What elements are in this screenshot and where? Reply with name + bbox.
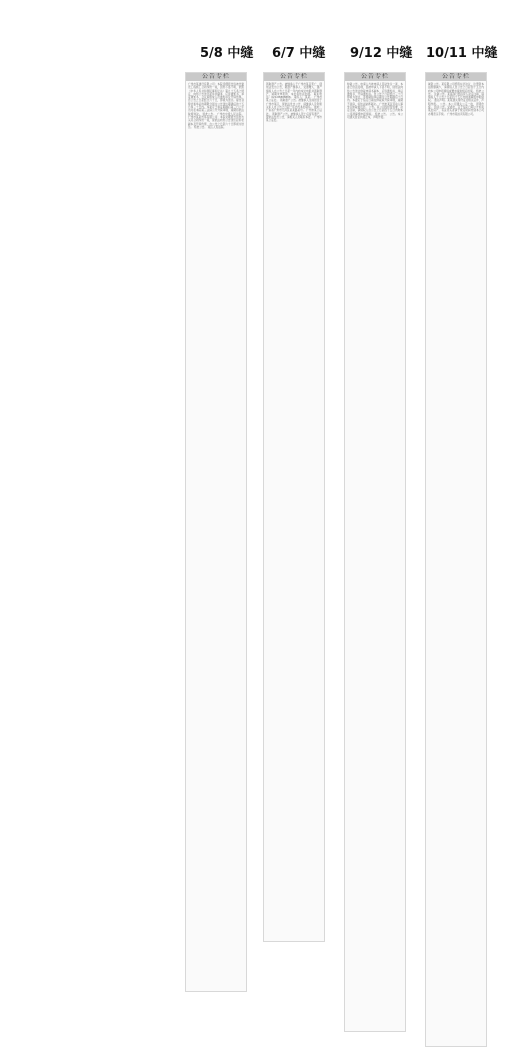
column-header: 公告专栏: [186, 73, 246, 81]
column-text: 减资公告。某有限公司经股东会决议，注册资本由原额减少，请债权人自公告之日起四十五日内向本公司申报债权或要求提供相应担保。 特此公告。 注销公告。某某商行经投资人决定注销，请债权人于公告之日起四十五日内向清算组申报债权。 遗失声明。某某遗失身份证及相关证件，声明作废。 公告。本公司遗失公章一枚，声明作废。 拍卖公告。受委托，定于指定日期公开拍卖某处房产，有意竞买者请于规定时间内到本公司办理竞买手续。 广州市某拍卖有限公司。: [428, 83, 484, 116]
newspaper-column-2: [263, 72, 325, 942]
column-text: 仲裁公告。申请人与被申请人劳动争议一案，本委已依法受理，因被申请人下落不明，现依法向你公告送达仲裁申请书副本、应诉通知书、举证通知书、开庭通知书。自公告之日起经过三十日即视为送达，答辩期和举证期为公告期满后十日内。本委定于指定日期在仲裁庭开庭审理，逾期不到庭，将依法缺席裁决。 广州市某区劳动人事争议仲裁委员会。 公告。某公司因经营需要，决定注销，请债权人自公告之日起四十五日内向本公司清算组申报债权。 特此公告。 公告。本公司遗失营业执照正本，声明作废。: [347, 83, 403, 119]
newspaper-column-4: [425, 72, 487, 1047]
column-text: 领取遗产公告。被继承人于广州市某区死亡，现依法发出公告，限遗产继承人、受遗赠人、遗产债权人自公告之日起一年内向本处申报并领取遗产，逾期未申报的，本处将依法处理。 联系电话：020-88888888。 联系人：某某。 广州市某公证处。 领取遗产公告。被继承人生前居住于广州市某区，现依法发出公告，请继承人及利害关系人自公告之日起一年内与本处联系。 地址：广东省广州市天河区某某路某号。 广州市某公证处。 领取遗产公告。被继承人死亡后留有遗产，现依法发出公告，请相关人员联系本处。 广州市某公证处。: [266, 83, 322, 123]
newspaper-column-1: [185, 72, 247, 992]
date-label-col1: 5/8 中缝: [200, 46, 254, 61]
date-label-col3: 9/12 中缝: [350, 46, 413, 61]
column-header: 公告专栏: [345, 73, 405, 81]
column-text: 广州市某建设有限公司：本院受理原告诉被告建设工程施工合同纠纷一案，因你下落不明，依照《中华人民共和国民事诉讼法》第九十五条之规定，向你公告送达起诉状副本、应诉通知书、举证通知书、合议庭组成人员通知书及开庭传票。自公告之日起经过六十日，即视为送达。提出答辩状和举证的期限分别为公告送达期满后的十五日和三十日内。本案定于举证期满后第三日上午九时在本院第三法庭公开开庭审理，逾期将依法缺席判决。 特此公告。 广州市中级人民法院。 广州市某某贸易有限公司：本院受理原告诉你方买卖合同纠纷一案，现依法向你公告送达起诉状副本及开庭传票，自公告之日起六十日即视为送达。 特此公告。 某区人民法院。: [188, 83, 244, 129]
column-header: 公告专栏: [264, 73, 324, 81]
date-label-col4: 10/11 中缝: [426, 46, 498, 61]
newspaper-column-3: [344, 72, 406, 1032]
date-label-col2: 6/7 中缝: [272, 46, 326, 61]
column-header: 公告专栏: [426, 73, 486, 81]
